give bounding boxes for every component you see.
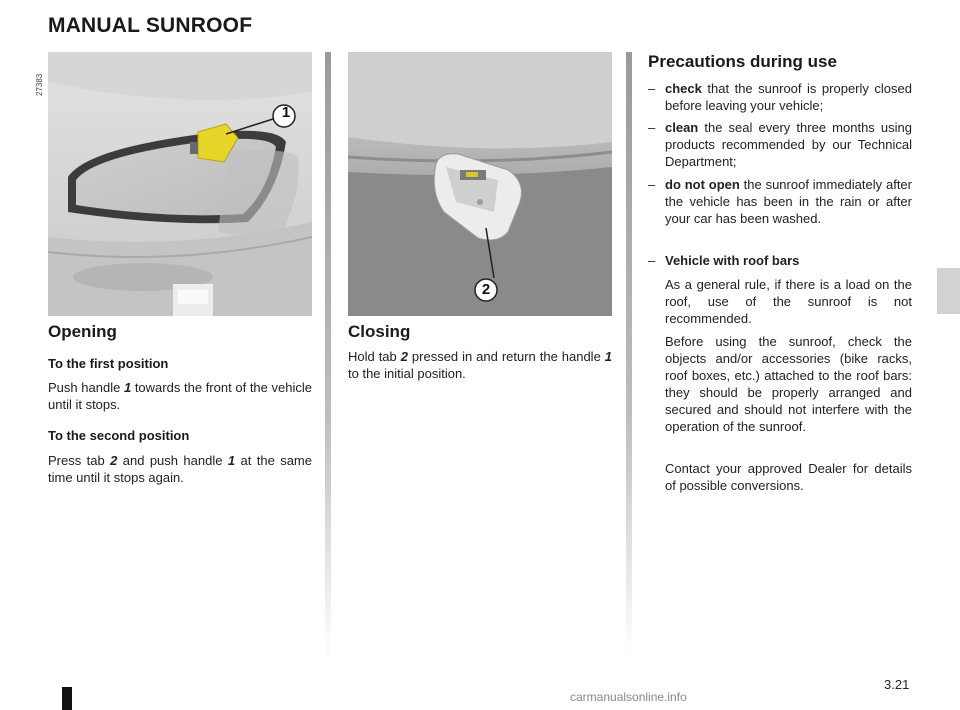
watermark[interactable]: carmanualsonline.info [570, 690, 687, 704]
roof-bars-paragraph-2: Before using the sunroof, check the objects and/or accessories (bike racks, roof boxes, etc.) attached to the roof bars: they should be properly arranged and secured and should not interfere with the operation of the sunroof. [665, 334, 912, 434]
second-position-subheading: To the second position [48, 428, 190, 443]
callout-2: 2 [481, 281, 491, 298]
sunroof-handle-photo [48, 52, 312, 316]
closing-heading: Closing [348, 322, 411, 341]
first-position-subheading: To the first position [48, 356, 169, 371]
precaution-item-check: – check that the sunroof is properly closed before leaving your vehicle; [648, 81, 912, 113]
sunroof-tab-photo [348, 52, 612, 316]
precautions-heading: Precautions during use [648, 52, 837, 71]
page-number: 3.21 [884, 677, 910, 692]
first-position-text: Push handle 1 towards the front of the vehicle until it stops. [48, 380, 312, 412]
sunroof-opening-illustration [48, 52, 312, 316]
column-divider-right [626, 52, 632, 657]
crop-mark [62, 687, 72, 710]
precaution-item-clean: – clean the seal every three months using products recommended by our Technical Department; [648, 120, 912, 169]
roof-bars-paragraph-1: As a general rule, if there is a load on the roof, use of the sunroof is not recommended. [665, 277, 912, 326]
tab-ref: 2 [110, 453, 118, 468]
column-divider-left [325, 52, 331, 657]
handle-ref: 1 [123, 380, 132, 395]
handle-ref: 1 [604, 349, 612, 364]
second-position-text: Press tab 2 and push handle 1 at the same time until it stops again. [48, 453, 312, 485]
precaution-item-do-not-open: – do not open the sunroof immediately after the vehicle has been in the rain or after your car has been washed. [648, 177, 912, 226]
tab-ref: 2 [400, 349, 408, 364]
opening-heading: Opening [48, 322, 117, 341]
roof-bars-paragraph-3: Contact your approved Dealer for details of possible conversions. [665, 461, 912, 493]
page-title: MANUAL SUNROOF [48, 14, 253, 37]
sunroof-closing-illustration [348, 52, 612, 316]
closing-text: Hold tab 2 pressed in and return the handle 1 to the initial position. [348, 349, 612, 381]
handle-ref: 1 [227, 453, 236, 468]
precaution-item-roof-bars: – Vehicle with roof bars [648, 253, 800, 268]
figure-ref-left: 27383 [35, 73, 44, 96]
callout-1: 1 [281, 104, 291, 121]
chapter-side-tab [937, 268, 960, 314]
